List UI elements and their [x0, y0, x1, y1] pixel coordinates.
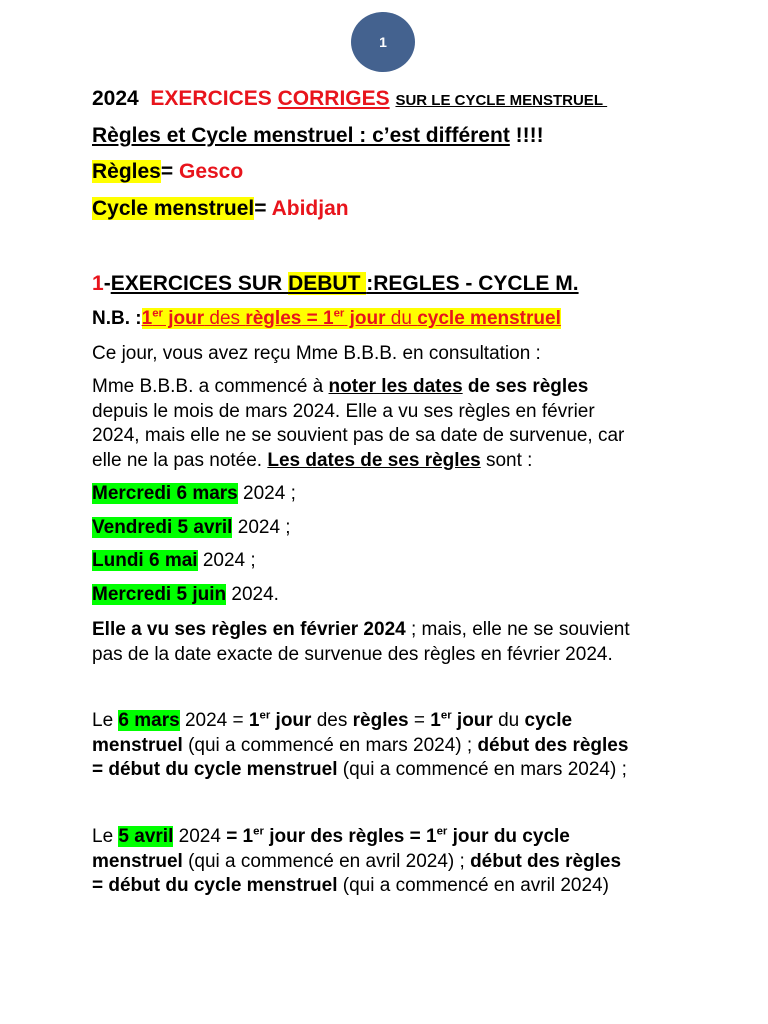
page-number-badge: 1	[351, 12, 415, 72]
regles-label: Règles	[92, 160, 161, 183]
nb-prefix: N.B. :	[92, 308, 142, 329]
document-title	[92, 87, 607, 111]
story-paragraph	[92, 375, 692, 473]
nb-note	[92, 308, 561, 330]
date-item: Mercredi 6 mars 2024 ;	[92, 483, 296, 504]
mars-date: 6 mars	[118, 710, 180, 731]
subtitle	[92, 124, 544, 148]
date-item: Mercredi 5 juin 2024.	[92, 584, 279, 605]
avril-paragraph: Le 5 avril 2024 = 1er jour des règles = 1er jour du cycle menstruel (qui a commencé en avril 2024) ; début des règles = début du cycle menstruel (qui a commencé en avril 2024)	[92, 825, 622, 896]
analogy-regles: Règles= Gesco	[92, 160, 244, 183]
date-item: Vendredi 5 avril 2024 ;	[92, 517, 291, 538]
intro-text: Ce jour, vous avez reçu Mme B.B.B. en consultation :	[92, 343, 541, 364]
section-heading: 1-EXERCICES SUR DEBUT :REGLES - CYCLE M.	[92, 272, 579, 295]
february-paragraph: Elle a vu ses règles en février 2024 ; mais, elle ne se souvient pas de la date exacte de survenue des règles en février 2024.	[92, 619, 630, 665]
title-corriges: CORRIGES	[277, 87, 390, 110]
subtitle-text: Règles et Cycle menstruel : c’est différent	[92, 124, 510, 147]
mars-paragraph: Le 6 mars 2024 = 1er jour des règles = 1er jour du cycle menstruel (qui a commencé en mars 2024) ; début des règles = début du cycle menstruel (qui a commencé en mars 2024) ;	[92, 709, 629, 780]
story-line-2: depuis le mois de mars 2024. Elle a vu ses règles en février	[92, 400, 595, 422]
nb-highlight: 1er jour des règles = 1er jour du cycle menstruel	[141, 307, 561, 329]
story-line-4: elle ne la pas notée. Les dates de ses règles sont :	[92, 449, 533, 471]
regles-value: Gesco	[178, 160, 244, 183]
title-subject: SUR LE CYCLE MENSTRUEL	[395, 92, 603, 109]
cycle-value: Abidjan	[271, 197, 349, 220]
story-line-3: 2024, mais elle ne se souvient pas de sa date de survenue, car	[92, 425, 625, 446]
analogy-cycle: Cycle menstruel= Abidjan	[92, 197, 349, 220]
story-line-1: Mme B.B.B. a commencé à noter les dates de ses règles	[92, 376, 589, 397]
title-year: 2024	[92, 87, 139, 110]
cycle-label: Cycle menstruel	[92, 197, 255, 220]
section-number: 1	[92, 272, 104, 295]
subtitle-exclaim: !!!!	[509, 124, 544, 147]
date-item: Lundi 6 mai 2024 ;	[92, 550, 256, 571]
title-exercices: EXERCICES	[150, 87, 272, 110]
avril-date: 5 avril	[118, 826, 174, 847]
section-debut: DEBUT	[288, 272, 367, 295]
